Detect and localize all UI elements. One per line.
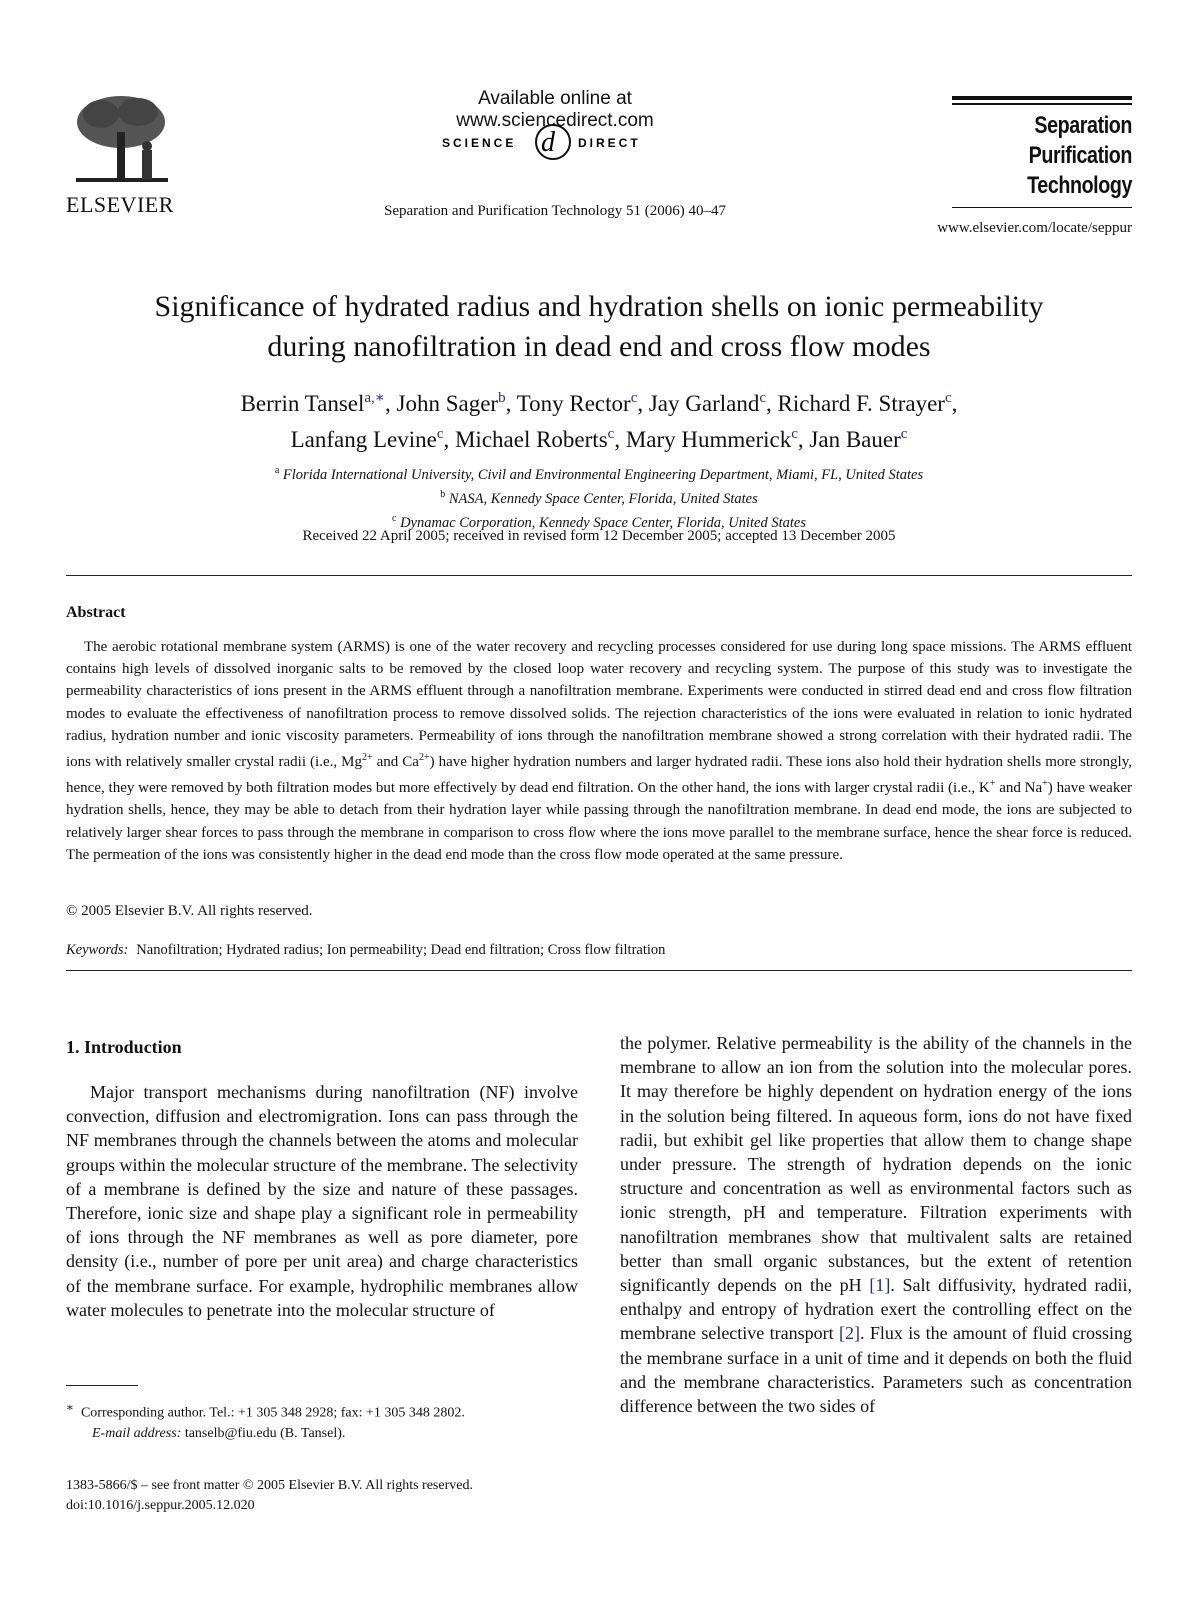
sd-logo-at-glyph: d xyxy=(541,127,555,158)
author-line-2: Lanfang Levine$^c$, Michael Roberts$^c$, Mary Hummerick$^c$, Jan Bauer$^c$ xyxy=(290,426,908,452)
received-dates: Received 22 April 2005; received in revised form 12 December 2005; accepted 13 December 2005 xyxy=(302,528,896,544)
intro-paragraph-left: Major transport mechanisms during nanofiltration (NF) involve convection, diffusion and electromigration. Ions can pass through the NF membranes through the channels between the atoms and molecular groups within the molecular structure of the membrane. The selectivity of a membrane is defined by the size and nature of these passages. Therefore, ionic size and shape play a significant role in permeability of ions through the NF membranes as well as pore diameter, pore density (i.e., number of pore per unit area) and charge characteristics of the membrane surface. For example, hydrophilic membranes allow water molecules to penetrate into the molecular structure of xyxy=(66,1082,578,1320)
author-name: Michael Roberts xyxy=(454,427,608,452)
affiliations xyxy=(60,461,1138,532)
abstract-heading: Abstract xyxy=(66,604,126,621)
author-email[interactable]: tanselb@fiu.edu (B. Tansel). xyxy=(184,1425,346,1441)
author-name: Lanfang Levine xyxy=(290,427,437,452)
affiliation-b: $^b$ NASA, Kennedy Space Center, Florida, United States xyxy=(440,488,758,507)
citation-link[interactable]: [1] xyxy=(869,1275,891,1296)
author-affil-mark[interactable]: b xyxy=(498,390,506,406)
journal-logo xyxy=(952,96,1132,208)
author-name: Berrin Tansel xyxy=(240,391,365,416)
author-name: Richard F. Strayer xyxy=(777,391,945,416)
title-line-2: during nanofiltration in dead end and cross flow modes xyxy=(267,330,931,363)
available-online-text: Available online at www.sciencedirect.com xyxy=(456,88,654,131)
journal-logo-line-1: Separation xyxy=(1034,112,1132,139)
intro-paragraph-right: the polymer. Relative permeability is the ability of the channels in the membrane to allow an ion from the solution into the molecular pores. It may therefore be highly dependent on hydration energy of the ions in the solution being filtered. In aqueous form, ions do not have fixed radii, but exhibit gel like properties that allow them to change shape under pressure. The strength of hydration depends on the ionic structure and concentration as well as environmental factors such as ionic strength, pH and temperature. Filtration experiments with nanofiltration membranes show that multivalent salts are retained better than small organic substances, but the extent of retention significantly depends on the pH [1]. Salt diffusivity, hydrated radii, enthalpy and entropy of hydration exert the controlling effect on the membrane selective transport [2]. Flux is the amount of fluid crossing the membrane surface in a unit of time and it depends on both the fluid and the membrane characteristics. Parameters such as concentration difference between the two sides of xyxy=(620,1033,1132,1417)
section-heading-introduction: 1. Introduction xyxy=(66,1037,182,1057)
author-affil-mark[interactable]: c xyxy=(759,390,767,406)
journal-url[interactable]: www.elsevier.com/locate/seppur xyxy=(937,220,1132,236)
article-title xyxy=(60,287,1138,367)
journal-logo-line-2: Purification xyxy=(1028,142,1132,169)
author-affil-mark[interactable]: c xyxy=(791,426,798,442)
affiliation-a: $^a$ Florida International University, Civil and Environmental Engineering Department, Miami, FL, United States xyxy=(274,465,924,483)
keywords-label: Keywords: xyxy=(66,942,129,958)
citation-link[interactable]: [2] xyxy=(839,1323,860,1344)
sd-logo-left-text: SCIENCE xyxy=(442,136,517,150)
footnote-rule xyxy=(66,1385,138,1386)
journal-reference: Separation and Purification Technology 51 (2006) 40–47 xyxy=(384,203,726,219)
abstract-body: The aerobic rotational membrane system (ARMS) is one of the water recovery and recycling processes considered for use during long space missions. The ARMS effluent contains high levels of dissolved inorganic salts to be removed by the closed loop water recovery and recycling system. The purpose of this study was to investigate the permeability characteristics of ions present in the ARMS effluent through a nanofiltration membrane. Experiments were conducted in stirred dead end and cross flow filtration modes to evaluate the effectiveness of nanofiltration process to remove dissolved solids. The rejection characteristics of the ions were evaluated in relation to ionic hydrated radius, hydration number and ionic viscosity parameters. Permeability of ions through the nanofiltration membrane showed a strong correlation with their hydrated radii. The ions with relatively smaller crystal radii (i.e., $Mg^{2+}$ and $Ca^{2+}$) have higher hydration numbers and larger hydrated radii. These ions also hold their hydration shells more strongly, hence, they were removed by both filtration modes but more effectively by dead end filtration. On the other hand, the ions with larger crystal radii (i.e., K+ and Na+) have weaker hydration shells, hence, they may be able to detach from their hydration layer while passing through the nanofiltration membrane. In dead end mode, the ions are subjected to relatively larger shear forces to pass through the membrane in comparison to cross flow where the ions move parallel to the membrane surface, hence the shear force is reduced. The permeation of the ions was consistently higher in the dead end mode than the cross flow mode operated at the same pressure. xyxy=(66,639,1132,863)
corresponding-author-footnote: ∗ Corresponding author. Tel.: +1 305 348 2928; fax: +1 305 348 2802. E-mail address: tanselb@fiu.edu (B. Tansel). xyxy=(66,1401,465,1441)
author-name: Tony Rector xyxy=(516,391,631,416)
author-name: Mary Hummerick xyxy=(625,427,792,452)
divider xyxy=(66,970,1132,971)
author-affil-mark[interactable]: c xyxy=(436,426,444,442)
author-affil-mark[interactable]: c xyxy=(944,390,952,406)
title-line-1: Significance of hydrated radius and hydration shells on ionic permeability xyxy=(154,290,1044,323)
issn-line: 1383-5866/$ – see front matter © 2005 Elsevier B.V. All rights reserved. xyxy=(66,1478,473,1493)
author-name: Jan Bauer xyxy=(809,427,901,452)
publisher-name: ELSEVIER xyxy=(66,192,174,217)
author-list xyxy=(60,383,1138,455)
keywords-list: Nanofiltration; Hydrated radius; Ion permeability; Dead end filtration; Cross flow filtration xyxy=(136,942,666,958)
abstract-copyright: © 2005 Elsevier B.V. All rights reserved. xyxy=(66,903,313,919)
keywords xyxy=(66,942,665,959)
author-name: Jay Garland xyxy=(648,391,760,416)
author-affil-mark[interactable]: c xyxy=(630,390,638,406)
sciencedirect-logo xyxy=(440,120,670,164)
divider xyxy=(66,575,1132,576)
author-affil-mark[interactable]: c xyxy=(900,426,908,442)
front-matter xyxy=(66,1476,473,1516)
sd-logo-right-text: DIRECT xyxy=(578,136,641,150)
journal-logo-line-3: Technology xyxy=(1027,172,1132,199)
doi-line[interactable]: doi:10.1016/j.seppur.2005.12.020 xyxy=(66,1498,255,1513)
affiliation-c: $^c$ Dynamac Corporation, Kennedy Space Center, Florida, United States xyxy=(391,512,807,531)
author-affil-mark[interactable]: c xyxy=(607,426,615,442)
author-name: John Sager xyxy=(396,391,499,416)
author-line-1: Berrin Tansel$^{a,∗}$, John Sager$^b$, Tony Rector$^c$, Jay Garland$^c$, Richard F. Strayer$^c$, xyxy=(240,390,958,416)
author-affil-mark[interactable]: a,∗ xyxy=(364,390,385,406)
